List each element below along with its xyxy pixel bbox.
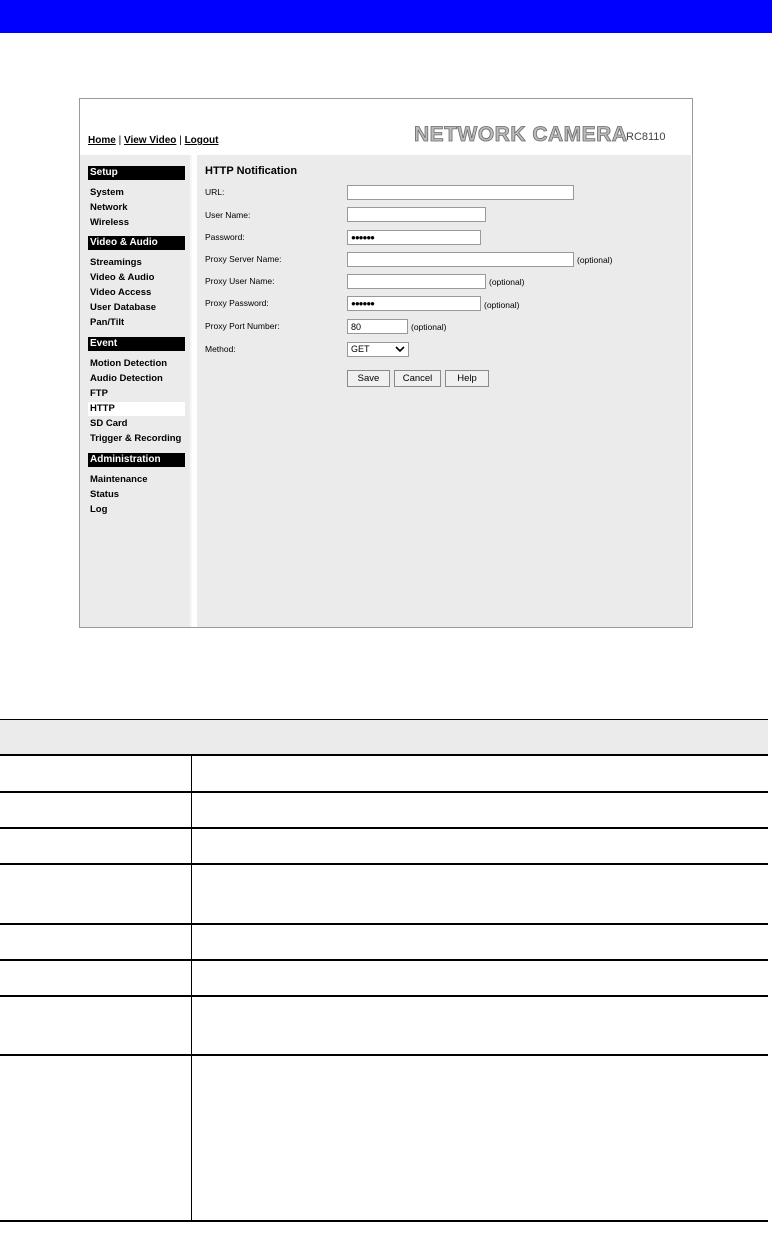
sidebar-item-user-database[interactable]: User Database bbox=[90, 302, 157, 313]
table-cell bbox=[192, 924, 769, 960]
proxy-password-field[interactable] bbox=[347, 296, 481, 311]
section-header-administration: Administration bbox=[88, 453, 185, 467]
method-label: Method: bbox=[205, 344, 236, 354]
section-header-event: Event bbox=[88, 337, 185, 351]
sidebar-item-sd-card[interactable]: SD Card bbox=[90, 418, 128, 429]
table-header-cell bbox=[0, 720, 768, 756]
sidebar-item-wireless[interactable]: Wireless bbox=[90, 217, 129, 228]
content-panel bbox=[197, 155, 691, 627]
sidebar-item-pan-tilt[interactable]: Pan/Tilt bbox=[90, 317, 125, 328]
sidebar-item-ftp[interactable]: FTP bbox=[90, 388, 108, 399]
camera-web-ui-screenshot bbox=[79, 98, 693, 628]
logout-link[interactable]: Logout bbox=[184, 135, 219, 146]
sidebar-item-streamings[interactable]: Streamings bbox=[90, 257, 142, 268]
sidebar-item-system[interactable]: System bbox=[90, 187, 124, 198]
table-cell bbox=[0, 864, 192, 924]
user-name-label: User Name: bbox=[205, 210, 251, 220]
proxy-password-label: Proxy Password: bbox=[205, 298, 269, 308]
table-row bbox=[0, 960, 768, 996]
proxy-password-optional-note: (optional) bbox=[484, 300, 520, 310]
chevron-down-icon bbox=[395, 346, 405, 353]
table-cell bbox=[192, 996, 769, 1055]
table-row bbox=[0, 864, 768, 924]
sidebar-item-motion-detection[interactable]: Motion Detection bbox=[90, 358, 168, 369]
section-header-video-audio: Video & Audio bbox=[88, 236, 185, 250]
user-name-field[interactable] bbox=[347, 207, 486, 222]
model-number: RC8110 bbox=[626, 131, 666, 143]
sidebar bbox=[80, 155, 192, 627]
table-cell bbox=[0, 996, 192, 1055]
header-links bbox=[88, 135, 218, 146]
proxy-server-optional-note: (optional) bbox=[577, 255, 613, 265]
help-button[interactable]: Help bbox=[445, 370, 489, 387]
table-cell bbox=[192, 1055, 769, 1221]
sidebar-item-log[interactable]: Log bbox=[90, 504, 108, 515]
sidebar-item-network[interactable]: Network bbox=[90, 202, 128, 213]
link-separator: | bbox=[179, 135, 182, 146]
sidebar-item-audio-detection[interactable]: Audio Detection bbox=[90, 373, 163, 384]
table-row bbox=[0, 828, 768, 864]
table-row bbox=[0, 1055, 768, 1221]
proxy-user-optional-note: (optional) bbox=[489, 277, 525, 287]
proxy-server-name-field[interactable] bbox=[347, 252, 574, 267]
table-cell bbox=[192, 755, 769, 792]
table-cell bbox=[0, 792, 192, 828]
sidebar-item-http[interactable]: HTTP bbox=[88, 402, 185, 416]
table-cell bbox=[192, 828, 769, 864]
save-button[interactable]: Save bbox=[347, 370, 390, 387]
password-field[interactable] bbox=[347, 230, 481, 245]
table-row bbox=[0, 996, 768, 1055]
section-header-setup: Setup bbox=[88, 166, 185, 180]
url-label: URL: bbox=[205, 187, 225, 197]
sidebar-item-trigger-recording[interactable]: Trigger & Recording bbox=[90, 433, 182, 444]
table-cell bbox=[192, 792, 769, 828]
url-field[interactable] bbox=[347, 185, 574, 200]
settings-description-table bbox=[0, 719, 768, 1222]
table-cell bbox=[0, 755, 192, 792]
proxy-user-name-field[interactable] bbox=[347, 274, 486, 289]
table-cell bbox=[0, 960, 192, 996]
brand-logo: NETWORK CAMERA bbox=[414, 123, 628, 146]
method-select[interactable] bbox=[347, 342, 409, 357]
view-video-link[interactable]: View Video bbox=[123, 135, 177, 146]
sidebar-item-status[interactable]: Status bbox=[90, 489, 120, 500]
password-label: Password: bbox=[205, 232, 245, 242]
sidebar-item-video-audio[interactable]: Video & Audio bbox=[90, 272, 155, 283]
proxy-port-number-label: Proxy Port Number: bbox=[205, 321, 280, 331]
top-banner bbox=[0, 0, 772, 33]
home-link[interactable]: Home bbox=[88, 135, 116, 146]
table-cell bbox=[0, 1055, 192, 1221]
table-cell bbox=[0, 924, 192, 960]
ui-header bbox=[80, 99, 692, 155]
table-row bbox=[0, 924, 768, 960]
cancel-button[interactable]: Cancel bbox=[394, 370, 441, 387]
table-row bbox=[0, 755, 768, 792]
proxy-port-optional-note: (optional) bbox=[411, 322, 447, 332]
page-title: HTTP Notification bbox=[205, 165, 298, 177]
proxy-port-number-field[interactable] bbox=[347, 319, 408, 334]
table-row bbox=[0, 792, 768, 828]
sidebar-item-maintenance[interactable]: Maintenance bbox=[90, 474, 148, 485]
sidebar-item-video-access[interactable]: Video Access bbox=[90, 287, 152, 298]
table-cell bbox=[192, 864, 769, 924]
table-cell bbox=[192, 960, 769, 996]
table-header-row bbox=[0, 720, 768, 756]
table-cell bbox=[0, 828, 192, 864]
proxy-user-name-label: Proxy User Name: bbox=[205, 276, 275, 286]
link-separator: | bbox=[118, 135, 122, 146]
method-selected-value: GET bbox=[351, 344, 370, 354]
proxy-server-name-label: Proxy Server Name: bbox=[205, 254, 282, 264]
